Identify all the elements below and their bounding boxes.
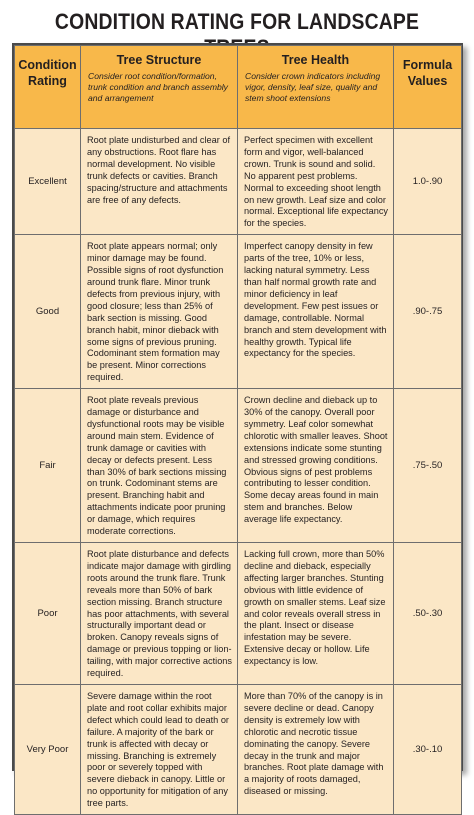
structure-cell: Root plate disturbance and defects indicate major damage with girdling roots around the trunk flare. Trunk reveals more than 50% of bark section missing. Branch structure has poor attachments, with several structurally important dead or broken. Canopy reveals signs of damage or previous topping or lion-tailing, with major corrective actions required. bbox=[81, 543, 238, 685]
header-tree-health-subtitle: Consider crown indicators including vigor, density, leaf size, quality and stem shoot extensions bbox=[245, 71, 381, 103]
formula-cell: .30-.10 bbox=[394, 684, 462, 814]
formula-cell: 1.0-.90 bbox=[394, 129, 462, 235]
structure-cell: Root plate undisturbed and clear of any obstructions. Root flare has normal development. No visible trunk defects or cavities. Branch spacing/structure and attachments are free of any defects. bbox=[81, 129, 238, 235]
structure-cell: Root plate appears normal; only minor damage may be found. Possible signs of root dysfunction around trunk flare. Minor trunk defects from previous injury, with good closure; less than 25% of bark section is missing. Good branch habit, minor dieback with some signs of previous pruning. Codominant stem formation may be present. Minor corrections required. bbox=[81, 235, 238, 389]
header-values-label: Values bbox=[407, 74, 448, 88]
health-cell: Imperfect canopy density in few parts of the tree, 10% or less, lacking natural symmetry. Less than half normal growth rate and minor deficiency in leaf development. Few pest issues or damage, controllable. Normal branch and stem development with healthy growth. Typical life expectancy for the species. bbox=[238, 235, 394, 389]
header-condition-rating bbox=[15, 46, 81, 129]
table-row-fair bbox=[15, 389, 462, 543]
header-formula-label: Formula bbox=[402, 58, 453, 72]
table-row-poor bbox=[15, 543, 462, 685]
health-cell: Lacking full crown, more than 50% decline and dieback, especially affecting larger branches. Stunting obvious with little evidence of growth on smaller stems. Leaf size and color reveals overall stress in the plant. Insect or disease infestation may be severe. Extensive decay or hollow. Life expectancy is low. bbox=[238, 543, 394, 685]
health-cell: Perfect specimen with excellent form and vigor, well-balanced crown. Trunk is sound and solid. No apparent pest problems. Normal to exceeding shoot length on new growth. Leaf size and color normal. Exceptional life expectancy for the species. bbox=[238, 129, 394, 235]
health-cell: More than 70% of the canopy is in severe decline or dead. Canopy density is extremely low with chlorotic and necrotic tissue dominating the canopy. Severe decay in the trunk and major branches. Root plate damage with a majority of roots damaged, diseased or missing. bbox=[238, 684, 394, 814]
table-row-excellent bbox=[15, 129, 462, 235]
rating-cell: Excellent bbox=[15, 129, 81, 235]
header-rating-label: Rating bbox=[28, 74, 67, 88]
formula-cell: .90-.75 bbox=[394, 235, 462, 389]
rating-cell: Good bbox=[15, 235, 81, 389]
formula-cell: .75-.50 bbox=[394, 389, 462, 543]
header-condition-label: Condition bbox=[18, 58, 77, 72]
structure-cell: Severe damage within the root plate and root collar exhibits major defect which could lead to death or failure. A majority of the bark or trunk is affected with decay or missing. Branching is extremely poor or severely topped with severe dieback in canopy. Little or no opportunity for mitigation of any tree parts. bbox=[81, 684, 238, 814]
table-row-very-poor bbox=[15, 684, 462, 814]
header-tree-structure-title: Tree Structure bbox=[116, 53, 202, 67]
header-tree-health-title: Tree Health bbox=[281, 53, 350, 67]
condition-rating-table bbox=[12, 43, 463, 809]
rating-cell: Fair bbox=[15, 389, 81, 543]
header-tree-health bbox=[238, 46, 394, 129]
header-tree-structure-subtitle: Consider root condition/formation, trunk condition and branch assembly and arrangement bbox=[88, 71, 228, 103]
table-row-good bbox=[15, 235, 462, 389]
rating-cell: Very Poor bbox=[15, 684, 81, 814]
formula-cell: .50-.30 bbox=[394, 543, 462, 685]
header-tree-structure bbox=[81, 46, 238, 129]
rating-cell: Poor bbox=[15, 543, 81, 685]
page-title: CONDITION RATING FOR LANDSCAPE bbox=[54, 9, 420, 34]
header-formula-values bbox=[394, 46, 462, 129]
structure-cell: Root plate reveals previous damage or disturbance and dysfunctional roots may be visible around main stem. Evidence of trunk damage or cavities with decay or defects present. Less than 30% of bark sections missing on trunk. Codominant stems are present. Branching habit and attachments indicate poor pruning or damage, which requires moderate corrections. bbox=[81, 389, 238, 543]
health-cell: Crown decline and dieback up to 30% of the canopy. Overall poor symmetry. Leaf color somewhat chlorotic with smaller leaves. Shoot extensions indicate some stunting and stressed growing conditions. Obvious signs of pest problems contributing to lesser condition. Some decay areas found in main stem and branches. Below average life expectancy. bbox=[238, 389, 394, 543]
table-header-row bbox=[15, 46, 462, 129]
